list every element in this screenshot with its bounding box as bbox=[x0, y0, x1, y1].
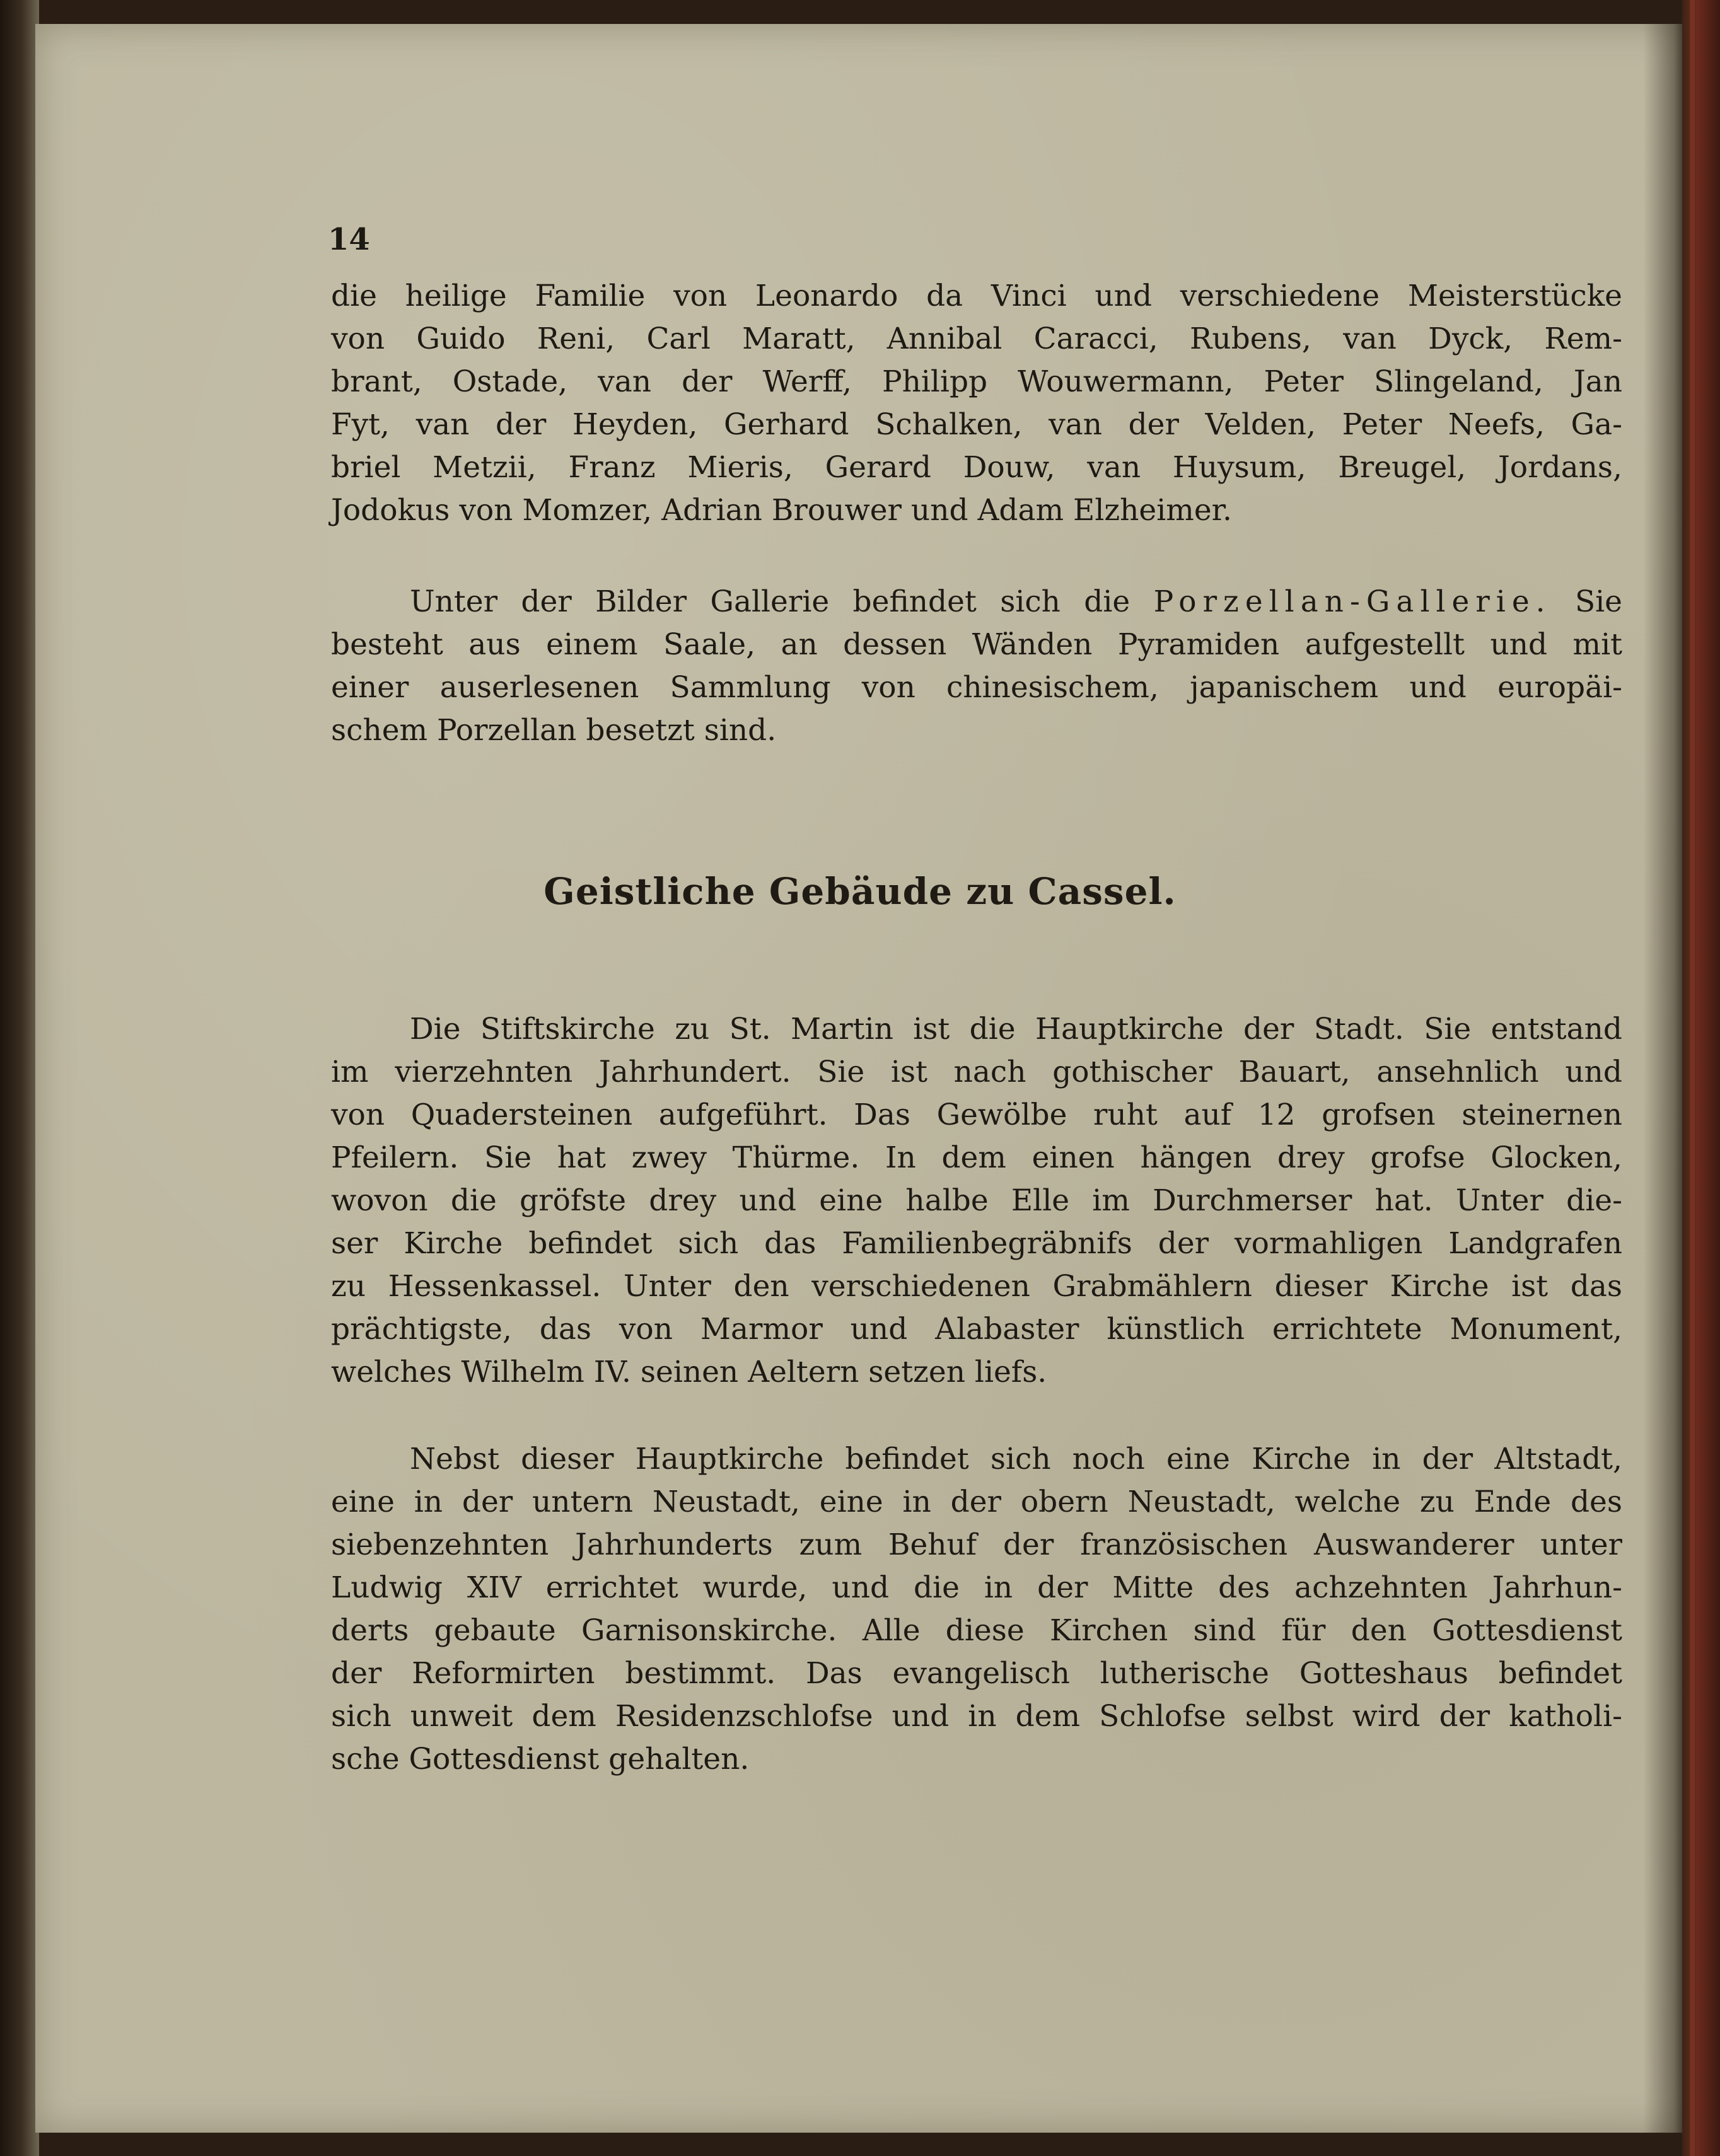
book-binding-left bbox=[0, 0, 39, 2156]
text-line: der Reformirten bestimmt. Das evangelisch lutherische Gotteshaus befindet bbox=[331, 1656, 1622, 1691]
text-line: brant, Ostade, van der Werff, Philipp Wouwermann, Peter Slingeland, Jan bbox=[331, 364, 1622, 399]
cover-edge-stripe bbox=[1690, 0, 1695, 2156]
text-line: zu Hessenkassel. Unter den verschiedenen Grabmählern dieser Kirche ist das bbox=[331, 1269, 1622, 1304]
text-line: einer auserlesenen Sammlung von chinesischem, japanischem und europäi- bbox=[331, 670, 1622, 705]
book-cover-edge-right bbox=[1682, 0, 1720, 2156]
section-heading: Geistliche Gebäude zu Cassel. bbox=[543, 870, 1177, 913]
text-line: Pfeilern. Sie hat zwey Thürme. In dem einen hängen drey grofse Glocken, bbox=[331, 1140, 1622, 1175]
text-line: Ludwig XIV errichtet wurde, und die in der Mitte des achzehnten Jahrhun- bbox=[331, 1570, 1622, 1605]
text-line: derts gebaute Garnisonskirche. Alle diese Kirchen sind für den Gottesdienst bbox=[331, 1613, 1622, 1648]
text-line: ser Kirche befindet sich das Familienbegräbnifs der vormahligen Landgrafen bbox=[331, 1226, 1622, 1261]
text-line: welches Wilhelm IV. seinen Aeltern setzen liefs. bbox=[331, 1355, 1047, 1389]
text-line: schem Porzellan besetzt sind. bbox=[331, 713, 777, 748]
text-line: Jodokus von Momzer, Adrian Brouwer und Adam Elzheimer. bbox=[331, 493, 1232, 528]
text-line: von Guido Reni, Carl Maratt, Annibal Caracci, Rubens, van Dyck, Rem- bbox=[331, 322, 1622, 356]
text-line: sche Gottesdienst gehalten. bbox=[331, 1742, 750, 1776]
text-line: Fyt, van der Heyden, Gerhard Schalken, van der Velden, Peter Neefs, Ga- bbox=[331, 407, 1622, 442]
text-line: Die Stiftskirche zu St. Martin ist die Hauptkirche der Stadt. Sie entstand bbox=[410, 1012, 1622, 1046]
text-line: prächtigste, das von Marmor und Alabaster künstlich errichtete Monument, bbox=[331, 1312, 1622, 1347]
text-line bbox=[410, 583, 1622, 621]
text-line: wovon die gröfste drey und eine halbe Elle im Durchmerser hat. Unter die- bbox=[331, 1183, 1622, 1218]
text-line: sich unweit dem Residenzschlofse und in dem Schlofse selbst wird der katholi- bbox=[331, 1699, 1622, 1734]
page-gutter-shadow bbox=[1643, 24, 1687, 2133]
text-run: Sie bbox=[1574, 584, 1622, 619]
spaced-emphasis-text: Porzellan-Gallerie. bbox=[1153, 584, 1552, 619]
text-line: siebenzehnten Jahrhunderts zum Behuf der französischen Auswanderer unter bbox=[331, 1527, 1622, 1562]
page-number: 14 bbox=[328, 222, 370, 257]
text-line: besteht aus einem Saale, an dessen Wänden Pyramiden aufgestellt und mit bbox=[331, 627, 1622, 662]
text-line: von Quadersteinen aufgeführt. Das Gewölbe ruht auf 12 grofsen steinernen bbox=[331, 1098, 1622, 1132]
text-line: eine in der untern Neustadt, eine in der obern Neustadt, welche zu Ende des bbox=[331, 1485, 1622, 1519]
text-line: im vierzehnten Jahrhundert. Sie ist nach gothischer Bauart, ansehnlich und bbox=[331, 1055, 1622, 1089]
text-line: die heilige Familie von Leonardo da Vinci und verschiedene Meisterstücke bbox=[331, 279, 1622, 313]
text-run: Unter der Bilder Gallerie befindet sich die bbox=[410, 584, 1130, 619]
text-line: Nebst dieser Hauptkirche befindet sich noch eine Kirche in der Altstadt, bbox=[410, 1442, 1622, 1476]
text-line: briel Metzii, Franz Mieris, Gerard Douw, van Huysum, Breugel, Jordans, bbox=[331, 450, 1622, 485]
